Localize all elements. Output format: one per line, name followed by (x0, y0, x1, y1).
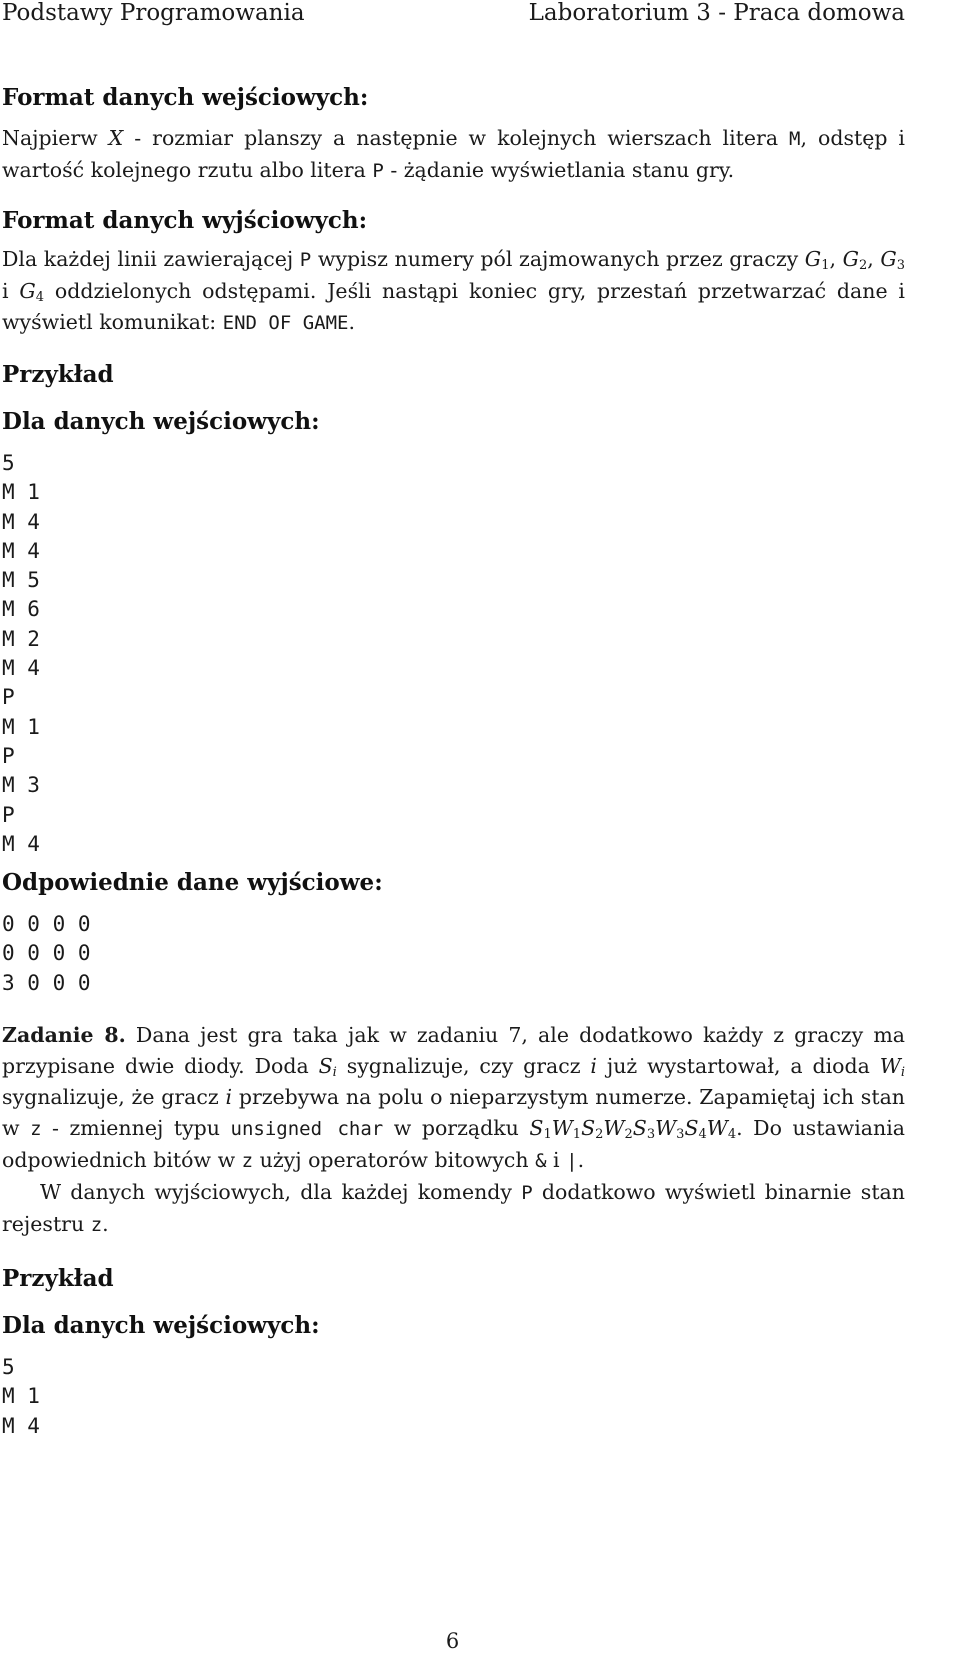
input-format-text (2, 123, 905, 187)
text-run: Najpierw (2, 126, 109, 150)
output-format-heading: Format danych wyjściowych: (2, 207, 368, 234)
example1-input-heading: Dla danych wejściowych: (2, 408, 320, 435)
math-var: W (551, 1116, 573, 1141)
code-token: z (30, 1118, 42, 1141)
code-line: M 4 (2, 831, 40, 856)
code-line: M 4 (2, 538, 40, 563)
math-var: G (804, 247, 822, 271)
math-var: W (655, 1116, 677, 1141)
text-run: , (867, 247, 881, 271)
task-label: Zadanie 8. (2, 1023, 126, 1048)
subscript: 3 (896, 258, 905, 273)
text-run: W danych wyjściowych, dla każdej komendy (40, 1180, 522, 1205)
code-line: 0 0 0 0 (2, 912, 91, 937)
example2-title: Przykład (2, 1265, 114, 1293)
text-run: Dana jest gra taka jak w zadaniu 7, ale dodatkowo każdy z graczy ma przypisane dwie diody. Doda (2, 1023, 905, 1079)
math-var: S (581, 1116, 596, 1141)
code-line: M 5 (2, 568, 40, 593)
code-line: 0 0 0 0 (2, 941, 91, 966)
code-line: M 1 (2, 480, 40, 505)
code-token: z (90, 1214, 103, 1237)
code-token: & (535, 1150, 547, 1173)
text-run: sygnalizuje, że gracz (2, 1085, 226, 1110)
text-run: w porządku (383, 1116, 530, 1141)
example1-output-heading: Odpowiednie dane wyjściowe: (2, 869, 383, 897)
text-run: . (102, 1212, 109, 1237)
code-token: unsigned char (230, 1118, 384, 1141)
page-header (0, 0, 905, 30)
page-number: 6 (445, 1629, 460, 1653)
math-var: G (842, 247, 859, 271)
code-token: END OF GAME (222, 312, 349, 334)
code-line: M 4 (2, 1413, 40, 1438)
text-run: , (829, 247, 843, 271)
page-content (2, 80, 905, 1441)
subscript: 2 (858, 258, 868, 273)
text-run: przebywa na polu o nieparzystym numerze. Zapamiętaj ich stan w (2, 1085, 905, 1141)
text-run: . (577, 1148, 585, 1173)
subscript: i (332, 1065, 337, 1081)
code-token: P (299, 249, 312, 271)
code-token: P (372, 160, 384, 182)
subscript: 1 (543, 1127, 552, 1143)
code-line: M 3 (2, 773, 40, 798)
subscript: 4 (727, 1127, 737, 1143)
text-run: . Do ustawiania odpowiednich bitów w (2, 1116, 905, 1173)
math-var: W (879, 1054, 901, 1079)
code-line: P (2, 743, 15, 768)
text-run: i (2, 279, 20, 303)
subscript: 2 (595, 1127, 604, 1143)
math-var: G (19, 279, 36, 303)
example2-input-block (2, 1353, 905, 1441)
math-var: X (108, 126, 124, 150)
math-var: i (590, 1054, 597, 1079)
text-run: Dla każdej linii zawierającej (2, 247, 300, 271)
math-var: W (706, 1116, 728, 1141)
code-line: P (2, 685, 15, 710)
text-run: oddzielonych odstępami. Jeśli nastąpi koniec gry, przestań przetwarzać dane i wyświetl komunikat: (2, 279, 905, 334)
math-var: G (880, 247, 897, 271)
input-format-heading: Format danych wejściowych: (2, 84, 369, 111)
code-line: M 4 (2, 656, 40, 681)
code-line: M 1 (2, 1384, 40, 1409)
text-run: i (546, 1148, 567, 1173)
task8-paragraph (2, 1020, 905, 1177)
math-var: W (603, 1116, 625, 1141)
subscript: i (900, 1065, 905, 1081)
code-line: P (2, 802, 15, 827)
text-run: użyj operatorów bitowych (253, 1148, 536, 1173)
subscript: 3 (646, 1127, 656, 1143)
math-var: i (225, 1085, 233, 1110)
subscript: 4 (698, 1127, 707, 1143)
subscript: 3 (676, 1127, 685, 1143)
code-line: M 6 (2, 597, 40, 622)
text-run: . (348, 310, 356, 334)
text-run: wypisz numery pól zajmowanych przez graczy (311, 247, 805, 271)
task8-output-paragraph (2, 1177, 905, 1241)
example1-output-block (2, 910, 905, 998)
subscript: 1 (821, 258, 830, 273)
text-run: - rozmiar planszy a następnie w kolejnych wierszach litera (123, 126, 790, 150)
code-token: | (566, 1150, 578, 1173)
math-var: S (529, 1116, 544, 1141)
code-line: M 4 (2, 509, 40, 534)
code-line: 3 0 0 0 (2, 970, 91, 995)
subscript: 2 (624, 1127, 633, 1143)
code-token: P (521, 1182, 533, 1205)
math-var: S (632, 1116, 647, 1141)
code-line: M 2 (2, 626, 40, 651)
header-lab-title: Laboratorium 3 - Praca domowa (528, 0, 905, 26)
example1-input-block (2, 449, 905, 859)
header-course-title: Podstawy Programowania (2, 0, 305, 26)
text-run: , odstęp i wartość kolejnego rzutu albo litera (2, 126, 905, 182)
subscript: 1 (572, 1127, 582, 1143)
example1-title: Przykład (2, 361, 114, 388)
math-var: S (684, 1116, 699, 1141)
text-run: już wystartował, a dioda (596, 1054, 880, 1079)
subscript: 4 (35, 290, 45, 305)
text-run: - żądanie wyświetlania stanu gry. (383, 158, 735, 182)
code-line: 5 (2, 1355, 15, 1380)
code-token: M (789, 128, 801, 150)
code-line: 5 (2, 451, 15, 475)
math-var: S (318, 1054, 333, 1079)
text-run: sygnalizuje, czy gracz (336, 1054, 591, 1079)
text-run: - zmiennej typu (41, 1116, 231, 1141)
text-run: dodatkowo wyświetl binarnie stan rejestru (2, 1180, 905, 1237)
output-format-text (2, 244, 905, 339)
code-token: z (241, 1150, 254, 1173)
example2-input-heading: Dla danych wejściowych: (2, 1312, 320, 1340)
code-line: M 1 (2, 714, 40, 739)
